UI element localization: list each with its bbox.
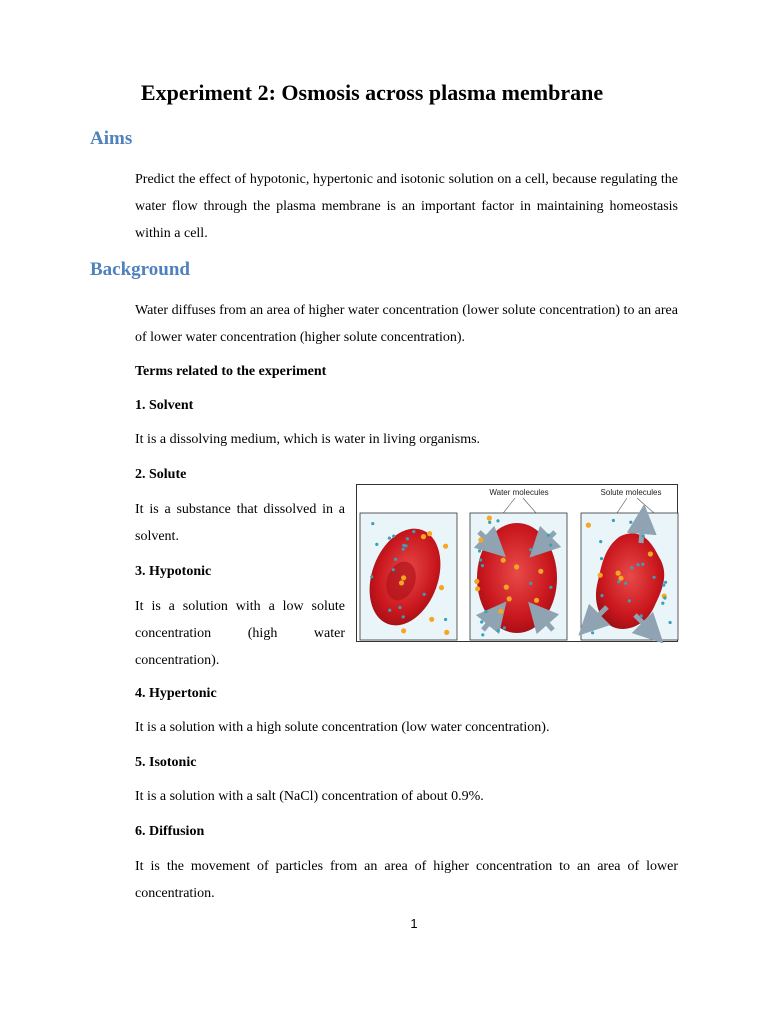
water-molecule: [624, 582, 627, 585]
water-molecule: [637, 563, 640, 566]
osmosis-figure: [356, 484, 678, 642]
water-molecule: [600, 594, 603, 597]
water-molecule: [630, 566, 633, 569]
water-molecule: [591, 631, 594, 634]
term-text-solvent: It is a dissolving medium, which is water in living organisms.: [135, 432, 481, 447]
water-molecule: [600, 557, 603, 560]
water-molecule: [629, 521, 632, 524]
water-molecule: [370, 575, 373, 578]
water-molecule: [484, 610, 487, 613]
solute-molecule: [598, 573, 603, 578]
water-molecule: [388, 537, 391, 540]
water-molecule: [663, 596, 666, 599]
solute-molecule: [478, 537, 483, 542]
solute-molecule: [444, 630, 449, 635]
water-molecule: [641, 563, 644, 566]
water-molecule: [406, 537, 409, 540]
term-title-hypertonic: 4. Hypertonic: [135, 686, 217, 701]
solute-molecule: [401, 628, 406, 633]
solute-molecule: [427, 531, 432, 536]
water-molecule: [612, 519, 615, 522]
solute-molecule: [616, 571, 621, 576]
solute-molecule: [507, 596, 512, 601]
water-molecule: [628, 599, 631, 602]
solute-molecule: [586, 523, 591, 528]
water-molecule: [375, 543, 378, 546]
solute-molecule: [648, 551, 653, 556]
background-heading: Background: [90, 259, 190, 280]
term-title-hypotonic: 3. Hypotonic: [135, 564, 212, 579]
solute-molecule: [429, 617, 434, 622]
osmosis-illustration: [357, 485, 679, 643]
water-molecule: [669, 621, 672, 624]
water-molecule: [402, 615, 405, 618]
water-molecule: [479, 558, 482, 561]
water-molecule: [478, 549, 481, 552]
aims-text: Predict the effect of hypotonic, hypertonic and isotonic solution on a cell, because regulating the water flow through the plasma membrane is an important factor in maintaining homeostasis within a cell.: [135, 172, 678, 241]
water-molecule: [394, 558, 397, 561]
solute-molecule: [514, 564, 519, 569]
term-title-solvent: 1. Solvent: [135, 398, 194, 413]
water-molecule: [503, 626, 506, 629]
water-molecule: [481, 564, 484, 567]
term-text-isotonic: It is a solution with a salt (NaCl) concentration of about 0.9%.: [135, 789, 484, 804]
solute-molecule: [401, 575, 406, 580]
water-molecule: [661, 602, 664, 605]
terms-heading: Terms related to the experiment: [135, 364, 327, 379]
solute-molecule: [475, 586, 480, 591]
water-molecule: [392, 568, 395, 571]
water-molecule: [423, 593, 426, 596]
water-molecule: [404, 544, 407, 547]
solute-molecule: [538, 569, 543, 574]
water-molecule: [392, 535, 395, 538]
solute-molecule: [504, 585, 509, 590]
term-text-solute: It is a substance that dissolved in a solvent.: [135, 502, 345, 544]
water-molecule: [642, 535, 645, 538]
solute-molecule: [487, 516, 492, 521]
water-molecule: [412, 530, 415, 533]
water-molecule: [664, 581, 667, 584]
water-molecule: [444, 618, 447, 621]
water-molecule: [497, 629, 500, 632]
water-molecule: [481, 633, 484, 636]
page-number: 1: [410, 916, 418, 931]
solute-molecule: [534, 598, 539, 603]
solute-molecule: [443, 544, 448, 549]
background-text: Water diffuses from an area of higher water concentration (lower solute concentration) to an area of lower water concentration (higher solute concentration).: [135, 303, 678, 345]
term-text-hypotonic: It is a solution with a low solute concentration (high water concentration).: [135, 599, 345, 668]
water-molecule: [617, 580, 620, 583]
water-molecule: [480, 620, 483, 623]
water-molecule: [599, 540, 602, 543]
term-text-diffusion: It is the movement of particles from an area of higher concentration to an area of lower concentration.: [135, 859, 678, 901]
solute-molecule: [498, 609, 503, 614]
solute-molecule: [501, 558, 506, 563]
water-molecule: [529, 548, 532, 551]
term-title-solute: 2. Solute: [135, 467, 187, 482]
panel-hypertonic: [581, 513, 678, 640]
water-molecule: [653, 576, 656, 579]
water-molecule: [549, 544, 552, 547]
water-molecule: [547, 534, 550, 537]
term-text-hypertonic: It is a solution with a high solute concentration (low water concentration).: [135, 720, 550, 735]
solute-molecule: [618, 576, 623, 581]
page-title: Experiment 2: Osmosis across plasma membrane: [140, 80, 604, 105]
water-molecule: [529, 582, 532, 585]
water-molecule: [662, 584, 665, 587]
water-molecule: [398, 606, 401, 609]
term-title-diffusion: 6. Diffusion: [135, 824, 205, 839]
solute-molecule: [421, 534, 426, 539]
label-solute-molecules: Solute molecules: [600, 488, 662, 497]
solute-molecule: [439, 585, 444, 590]
label-water-molecules: Water molecules: [489, 488, 549, 497]
water-molecule: [488, 521, 491, 524]
solute-molecule: [399, 580, 404, 585]
water-molecule: [496, 519, 499, 522]
aims-heading: Aims: [90, 128, 133, 149]
water-molecule: [371, 522, 374, 525]
term-title-isotonic: 5. Isotonic: [135, 755, 197, 770]
water-molecule: [549, 586, 552, 589]
solute-molecule: [474, 579, 479, 584]
water-molecule: [388, 609, 391, 612]
panel-hypotonic: [470, 513, 567, 640]
water-molecule: [402, 548, 405, 551]
water-molecule: [640, 614, 643, 617]
